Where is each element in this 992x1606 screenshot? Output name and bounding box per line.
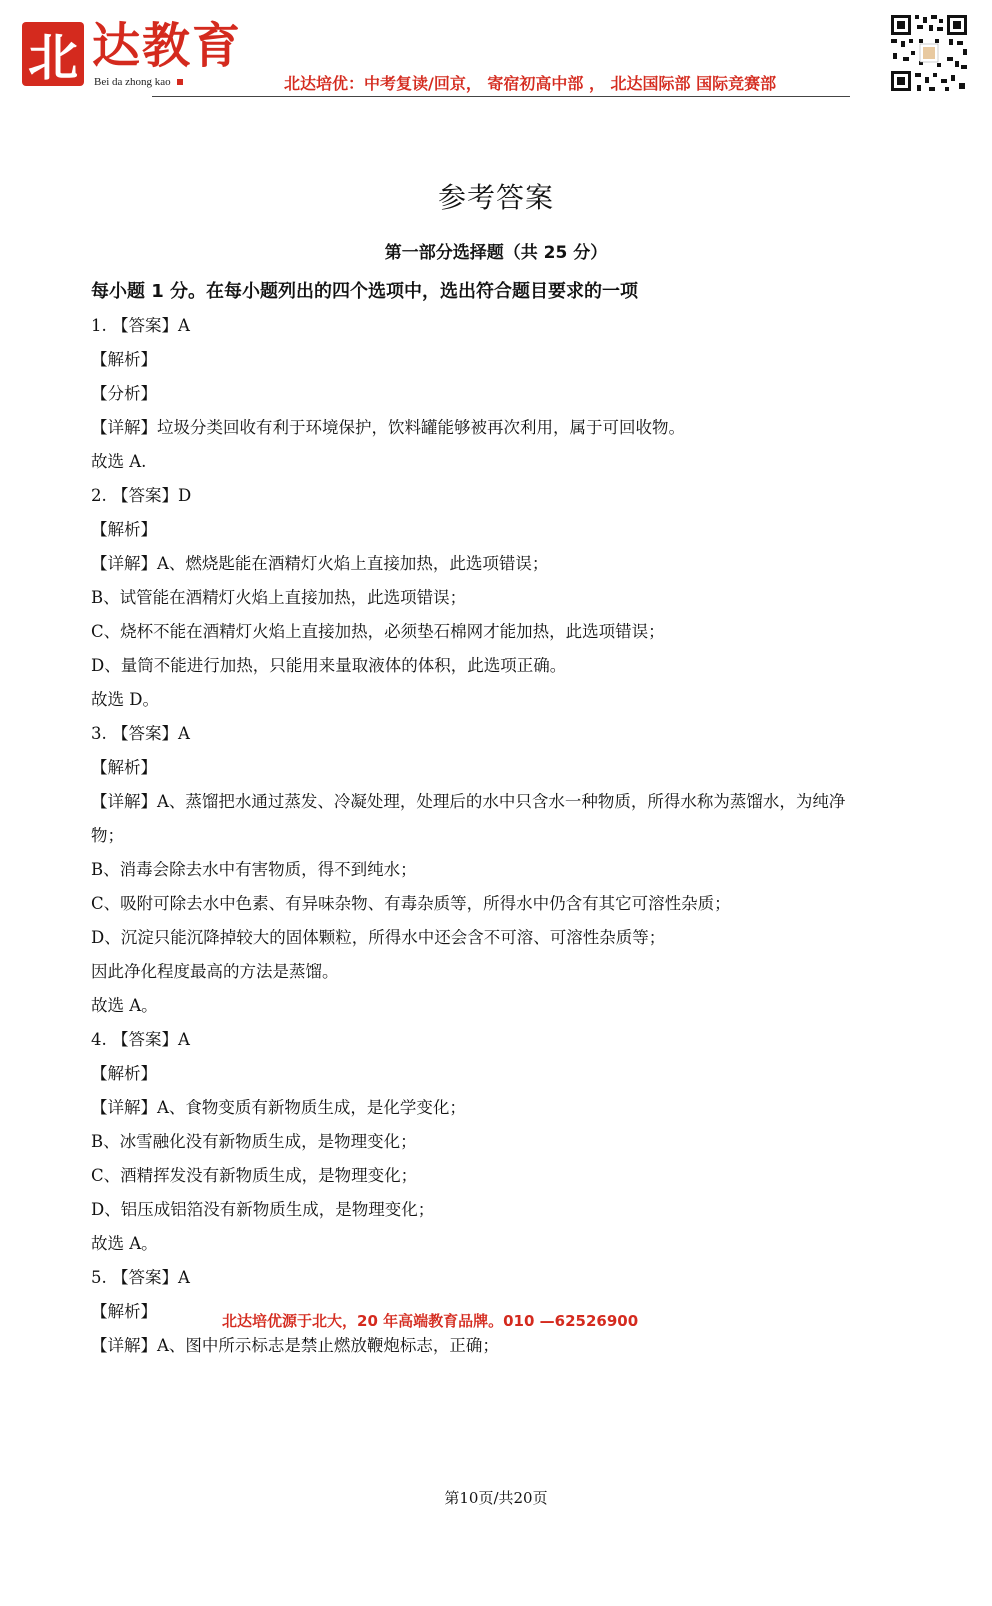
section-heading: 第一部分选择题（共 25 分） [384,243,608,263]
text-line: 【详解】A、食物变质有新物质生成，是化学变化； [91,1098,466,1117]
text-line: D、量筒不能进行加热，只能用来量取液体的体积，此选项正确。 [91,656,567,675]
logo-subtitle-text: Bei da zhong kao [94,76,171,88]
answer-content [91,309,911,1363]
text-line: 【解析】 [91,758,157,777]
text-line: B、试管能在酒精灯火焰上直接加热，此选项错误； [91,588,467,607]
qr-code-icon [889,13,969,93]
text-line: 因此净化程度最高的方法是蒸馏。 [91,962,339,981]
text-line: B、冰雪融化没有新物质生成，是物理变化； [91,1132,417,1151]
page-title: 参考答案 [437,181,554,214]
text-line: 物； [91,826,124,845]
text-line: 4. 【答案】A [91,1030,190,1049]
text-line: 2. 【答案】D [91,486,192,505]
header-divider [152,96,850,97]
text-line: 【详解】A、蒸馏把水通过蒸发、冷凝处理，处理后的水中只含水一种物质，所得水称为蒸馏水，为纯净 [91,792,846,811]
logo-char: 北 [28,28,78,87]
text-line: 1. 【答案】A [91,316,190,335]
text-line: 【解析】 [91,1064,157,1083]
text-line: B、消毒会除去水中有害物质，得不到纯水； [91,860,417,879]
text-line: 【解析】 [91,1302,157,1321]
instruction-text: 每小题 1 分。在每小题列出的四个选项中，选出符合题目要求的一项 [91,281,639,302]
text-line: 【详解】A、燃烧匙能在酒精灯火焰上直接加热，此选项错误； [91,554,549,573]
text-line: 【详解】A、图中所示标志是禁止燃放鞭炮标志，正确； [91,1336,499,1355]
text-line: 3. 【答案】A [91,724,190,743]
text-line: D、铝压成铝箔没有新物质生成，是物理变化； [91,1200,435,1219]
text-line: D、沉淀只能沉降掉较大的固体颗粒，所得水中还会含不可溶、可溶性杂质等； [91,928,666,947]
logo-text: 达教育 [92,18,243,74]
page-number: 第10页/共20页 [444,1489,548,1507]
text-line: 【详解】垃圾分类回收有利于环境保护，饮料罐能够被再次利用，属于可回收物。 [91,418,685,437]
logo-subtitle [94,76,183,88]
header-slogan: 北达培优：中考复读/回京， 寄宿初高中部 ， 北达国际部 国际竞赛部 [284,74,777,93]
text-line: 【解析】 [91,350,157,369]
text-line: C、吸附可除去水中色素、有异味杂物、有毒杂质等，所得水中仍含有其它可溶性杂质； [91,894,731,913]
ad-banner: 北达培优源于北大，20 年高端教育品牌。010 —62526900 [222,1312,639,1330]
text-line: 故选 D。 [91,690,159,709]
logo-mark [22,22,84,86]
text-line: 5. 【答案】A [91,1268,190,1287]
logo-square-icon [177,79,183,85]
text-line: C、酒精挥发没有新物质生成，是物理变化； [91,1166,418,1185]
text-line: 【分析】 [91,384,157,403]
text-line: 故选 A。 [91,1234,158,1253]
text-line: 故选 A. [91,452,147,471]
text-line: 【解析】 [91,520,157,539]
text-line: C、烧杯不能在酒精灯火焰上直接加热，必须垫石棉网才能加热，此选项错误； [91,622,665,641]
text-line: 故选 A。 [91,996,158,1015]
